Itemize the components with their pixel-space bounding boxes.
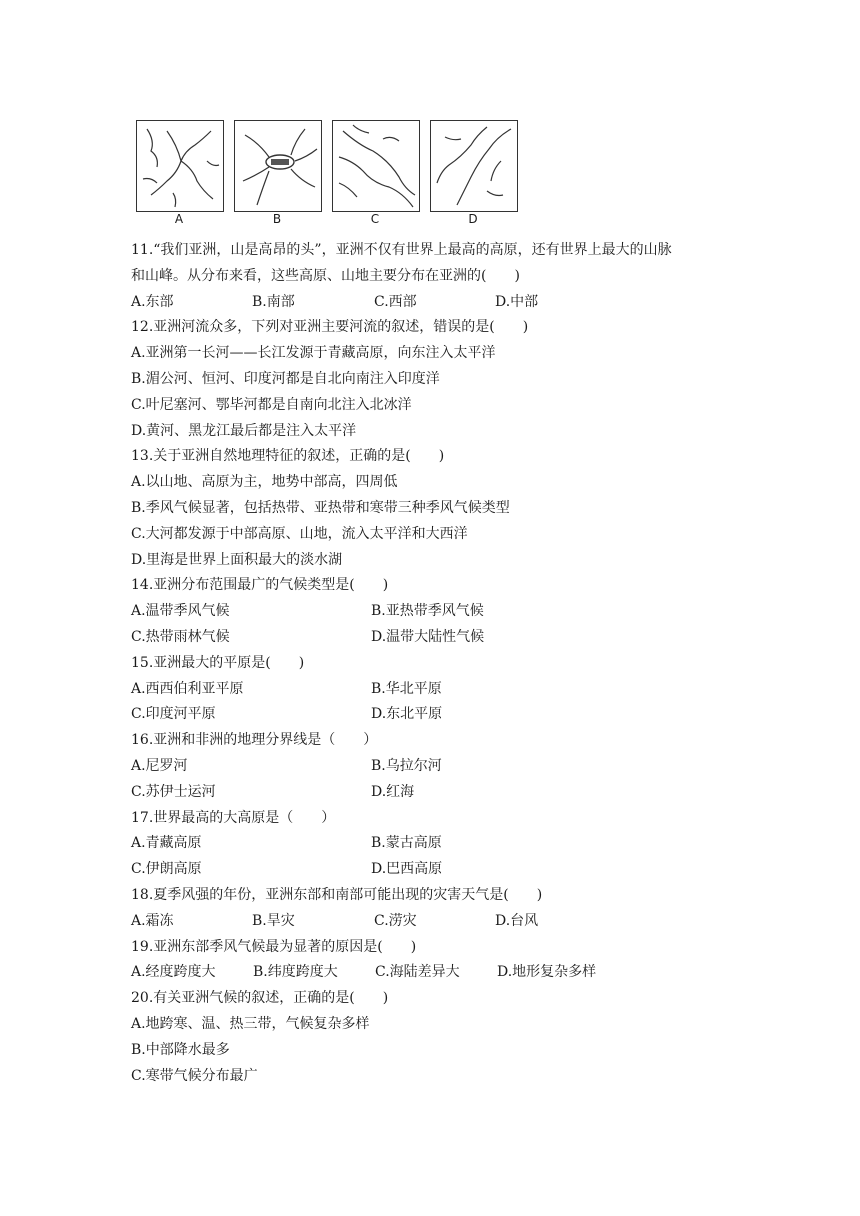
map-label-c: C — [370, 212, 380, 226]
river-maps-figure — [136, 116, 526, 228]
option-d[interactable]: D.巴西高原 — [371, 861, 443, 878]
option-a[interactable]: A.霜冻 — [131, 912, 174, 929]
question-17-stem: 17.世界最高的大高原是（ ） — [131, 809, 336, 826]
option-a[interactable]: A.东部 — [131, 293, 174, 310]
map-label-d: D — [468, 212, 478, 226]
rivers-flowing-southeast-icon — [333, 121, 419, 211]
question-19-options — [131, 960, 731, 986]
question-14-stem: 14.亚洲分布范围最广的气候类型是( ) — [131, 577, 389, 594]
question-15-options-row-2 — [131, 702, 731, 728]
option-d[interactable]: D.红海 — [371, 783, 415, 800]
option-c[interactable]: C.寒带气候分布最广 — [131, 1067, 258, 1084]
option-c[interactable]: C.印度河平原 — [131, 706, 216, 723]
map-b — [234, 120, 322, 212]
option-b[interactable]: B.季风气候显著，包括热带、亚热带和寒带三种季风气候类型 — [131, 499, 510, 516]
question-17-options-row-2 — [131, 857, 731, 883]
option-c[interactable]: C.苏伊士运河 — [131, 783, 216, 800]
option-b[interactable]: B.南部 — [252, 293, 295, 310]
option-a[interactable]: A.亚洲第一长河——长江发源于青藏高原，向东注入太平洋 — [131, 345, 496, 362]
option-c[interactable]: C.热带雨林气候 — [131, 628, 230, 645]
option-a[interactable]: A.地跨寒、温、热三带，气候复杂多样 — [131, 1015, 370, 1032]
map-label-b: B — [272, 212, 282, 226]
question-list — [131, 238, 731, 1089]
option-b[interactable]: B.纬度跨度大 — [253, 964, 338, 981]
option-b[interactable]: B.蒙古高原 — [371, 835, 442, 852]
question-11-options — [131, 290, 731, 316]
option-c[interactable]: C.叶尼塞河、鄂毕河都是自南向北注入北冰洋 — [131, 396, 412, 413]
map-a — [136, 120, 224, 212]
option-d[interactable]: D.里海是世界上面积最大的淡水湖 — [131, 551, 343, 568]
map-d — [430, 120, 518, 212]
option-a[interactable]: A.尼罗河 — [131, 757, 188, 774]
question-18-options — [131, 909, 731, 935]
question-14-options-row-1 — [131, 599, 731, 625]
option-a[interactable]: A.青藏高原 — [131, 835, 202, 852]
option-d[interactable]: D.台风 — [495, 912, 539, 929]
option-d[interactable]: D.东北平原 — [371, 706, 443, 723]
question-14-options-row-2 — [131, 625, 731, 651]
option-c[interactable]: C.大河都发源于中部高原、山地，流入太平洋和大西洋 — [131, 525, 468, 542]
question-16-stem: 16.亚洲和非洲的地理分界线是（ ） — [131, 732, 378, 749]
option-b[interactable]: B.亚热带季风气候 — [371, 603, 484, 620]
question-16-options-row-2 — [131, 780, 731, 806]
question-19-stem: 19.亚洲东部季风气候最为显著的原因是( ) — [131, 938, 417, 955]
question-18-stem: 18.夏季风强的年份，亚洲东部和南部可能出现的灾害天气是( ) — [131, 886, 543, 903]
option-b[interactable]: B.旱灾 — [252, 912, 295, 929]
option-b[interactable]: B.中部降水最多 — [131, 1041, 230, 1058]
rivers-into-lake-icon — [235, 121, 321, 211]
option-b[interactable]: B.乌拉尔河 — [371, 757, 442, 774]
question-20-stem: 20.有关亚洲气候的叙述，正确的是( ) — [131, 990, 389, 1007]
rivers-radiating-outward-icon — [137, 121, 223, 211]
question-17-options-row-1 — [131, 831, 731, 857]
option-d[interactable]: D.地形复杂多样 — [497, 964, 597, 981]
option-d[interactable]: D.黄河、黑龙江最后都是注入太平洋 — [131, 422, 357, 439]
question-15-stem: 15.亚洲最大的平原是( ) — [131, 654, 305, 671]
option-d[interactable]: D.温带大陆性气候 — [371, 628, 485, 645]
option-a[interactable]: A.西西伯利亚平原 — [131, 680, 244, 697]
option-b[interactable]: B.湄公河、恒河、印度河都是自北向南注入印度洋 — [131, 370, 440, 387]
option-c[interactable]: C.西部 — [374, 293, 417, 310]
question-12-stem: 12.亚洲河流众多，下列对亚洲主要河流的叙述，错误的是( ) — [131, 319, 529, 336]
option-c[interactable]: C.涝灾 — [374, 912, 417, 929]
option-c[interactable]: C.伊朗高原 — [131, 861, 202, 878]
question-11-stem-line-1: 11.“我们亚洲，山是高昂的头”，亚洲不仅有世界上最高的高原，还有世界上最大的山脉 — [131, 242, 672, 258]
map-label-a: A — [174, 212, 184, 226]
question-16-options-row-1 — [131, 754, 731, 780]
option-a[interactable]: A.经度跨度大 — [131, 964, 216, 981]
question-11-stem-line-2: 和山峰。从分布来看，这些高原、山地主要分布在亚洲的( ) — [131, 267, 520, 284]
rivers-flowing-southwest-icon — [431, 121, 517, 211]
option-a[interactable]: A.以山地、高原为主，地势中部高，四周低 — [131, 474, 398, 491]
option-d[interactable]: D.中部 — [495, 293, 539, 310]
question-15-options-row-1 — [131, 677, 731, 703]
question-13-stem: 13.关于亚洲自然地理特征的叙述，正确的是( ) — [131, 448, 445, 465]
option-a[interactable]: A.温带季风气候 — [131, 603, 230, 620]
option-c[interactable]: C.海陆差异大 — [375, 964, 460, 981]
option-b[interactable]: B.华北平原 — [371, 680, 442, 697]
map-c — [332, 120, 420, 212]
